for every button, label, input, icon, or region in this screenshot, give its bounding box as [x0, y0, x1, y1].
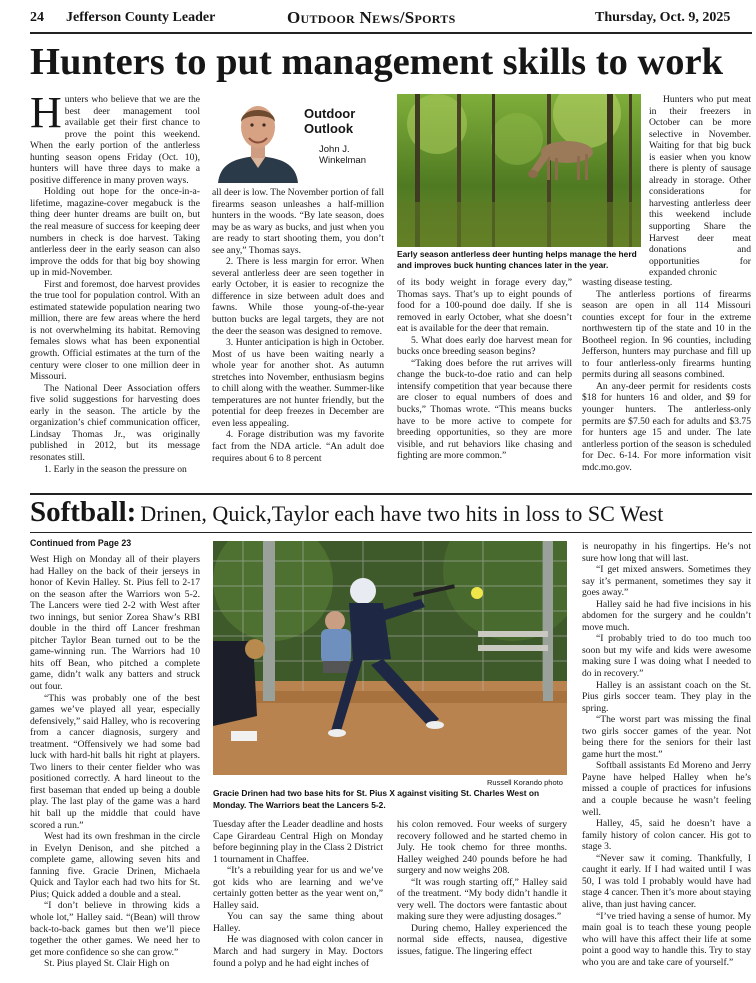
- article1-column-3: [397, 277, 572, 462]
- columnist-byline: [319, 144, 366, 166]
- article2-column-4: [582, 541, 751, 968]
- article1-paragraph: An any-deer permit for residents costs $18 for hunters 16 and older, and $9 for younger hunters. The antlerless-only permits are $7.50 each for adults and $3.75 for hunters age 15 and under. The late antlerless portion of the season is scheduled for Dec. 6-14. For more information visit mdc.mo.gov.: [582, 380, 751, 473]
- issue-date: Thursday, Oct. 9, 2025: [595, 10, 731, 25]
- page-number: 24: [30, 10, 44, 25]
- article1-paragraph: 3. Hunter anticipation is high in October. Most of us have been waiting nearly a whole year for another shot. As autumn stretches into November, enthusiasm begins to chill along with the weather. Summer-like temperatures are not hunter friendly, but the potential for deep freezes in December are even less appealing.: [212, 337, 384, 429]
- headline-kicker: Softball:: [30, 496, 137, 528]
- softball-photo-caption: Gracie Drinen had two base hits for St. Pius X against visiting St. Charles West on Monday. The Warriors beat the Lancers 5-2.: [213, 788, 540, 810]
- softball-ball: [471, 587, 483, 599]
- article2-paragraph: Halley, 45, said he doesn’t have a family history of colon cancer. His got to stage 3.: [582, 818, 751, 853]
- continued-line: Continued from Page 23: [30, 538, 132, 548]
- article1-paragraph: First and foremost, doe harvest provides the true tool for population control. With an estimated statewide population nearing two million, there are few areas where the herd is not overwhelming its habitat. Removing females slows what has been exponential growth. Official estimates at the turn of the century were closer to one million deer in Missouri.: [30, 278, 200, 383]
- article1-paragraph: Hunters who put meat in their freezers in October can be more selective in November. Waiting for that big buck is easier when you know there is plenty of sausage already in storage. Other considerations for harvesting antlerless deer this weekend include supporting Share the Harvest deer meat donations and opportunities for expanded chronic: [649, 94, 751, 279]
- photo-credit: Russell Korando photo: [487, 778, 563, 787]
- article2-paragraph: Softball assistants Ed Moreno and Jerry Payne have helped Halley when he’s missed a couple of practices for infusions and a couple because he wasn’t feeling well.: [582, 760, 751, 818]
- article2-paragraph: “I don’t believe in throwing kids a whole lot,” Halley said. “(Bean) will throw back-to-back games but then we’ll piece together the other games. We need her to get more confidence so she can grow.”: [30, 900, 200, 958]
- article2-paragraph: During chemo, Halley experienced the normal side effects, nausea, digestive issues, fatigue. The lingering effect: [397, 922, 567, 958]
- article1-paragraph: 5. What does early doe harvest mean for bucks once breeding season begins?: [397, 334, 572, 358]
- article1-paragraph: “Taking does before the rut arrives will change the buck-to-doe ratio and can help intensify competition that year because there are closer to equal numbers of does and bucks,” Thomas wrote. “This means bucks have to be more active to compete for breeding opportunities, so they are more visible, and rut behaviors like chasing and fighting are more common.”: [397, 357, 572, 462]
- columnist-box: [212, 94, 384, 183]
- article2-paragraph: “I’ve tried having a sense of humor. My main goal is to teach these young people who will have this affect their life at some point a good way to handle this. Try to stay who you are and take care of yourself.”: [582, 910, 751, 968]
- article2-paragraph: Halley said he had five incisions in his abdomen for the surgery and he couldn’t move much.: [582, 598, 751, 633]
- article-headline: Hunters to put management skills to work: [30, 41, 724, 83]
- article2-column-1: [30, 554, 200, 970]
- article2-paragraph: “Never saw it coming. Thankfully, I caught it early. If I had waited until I was 50, I was told I probably would have had stage 4 cancer. Then it’s more about staying alive, than just having cancer.: [582, 852, 751, 910]
- article2-paragraph: West High on Monday all of their players had Halley on the back of their jerseys in honor of Kevin Halley. St. Pius fell to 2-17 on the season after the Warriors won 5-2. The Lancers were tied 2-2 with West after two innings, but senior Zorea Shaw’s RBI double in the third off Lancer freshman pitcher Taylor Bean turned out to be the game-winning run. The Warriors had 10 hits off Bean, who pitched a complete game, didn’t walk any batters and struck out four.: [30, 554, 200, 693]
- columnist-headshot: [212, 94, 304, 183]
- article1-paragraph: 4. Forage distribution was my favorite fact from the NDA article. “An adult doe requires about 6 to 8 percent: [212, 429, 384, 464]
- deer-photo: [397, 94, 641, 247]
- article2-paragraph: “It’s a rebuilding year for us and we’ve got kids who are learning and we’ve certainly gotten better as the year went on,” Halley said.: [213, 865, 383, 911]
- article2-paragraph: He was diagnosed with colon cancer in March and had surgery in May. Doctors found a polyp and he had eight inches of: [213, 934, 383, 969]
- article1-paragraph: The National Deer Association offers five solid suggestions for harvesting does early in the season. The article by the organization’s chief communication officer, Lindsay Thomas Jr., was originally published in 2012, but its message resonates still.: [30, 382, 200, 463]
- article2-paragraph: “The worst part was missing the final two girls soccer games of the year. Not being there for the seniors for their last game hurt the most.”: [582, 714, 751, 760]
- article2-paragraph: You can say the same thing about Halley.: [213, 911, 383, 934]
- article1-paragraph: Holding out hope for the once-in-a-lifetime, magazine-cover megabuck is the thing deer hunter dreams are built on, but the real measure of success for keeping deer numbers in check is doe harvest. Taking antlerless deer in the early season can also improve the odds for that big boy showing up in mid-November.: [30, 186, 200, 279]
- article1-paragraph: The antlerless portions of firearms season are open in all 114 Missouri counties except for four in the extreme northwestern tip of the state and 10 in the Bootheel region. In 96 counties, including Jefferson, hunters may purchase and fill up to four antlerless-only firearms hunting permits during all seasons combined.: [582, 288, 751, 381]
- article1-paragraph: 1. Early in the season the pressure on: [44, 463, 187, 475]
- byline-line: Winkelman: [319, 155, 366, 166]
- headline-rule: [30, 532, 752, 533]
- article1-column-2: [212, 187, 384, 464]
- drop-cap: H: [30, 88, 62, 137]
- column-tag: [304, 106, 355, 136]
- article2-paragraph: “It was rough starting off,” Halley said of the treatment. “My body didn’t handle it very well. The doctors were fantastic about making sure they were adjusting dosages.”: [397, 876, 567, 923]
- article2-column-2: [213, 819, 383, 969]
- article1-column-1: [30, 88, 200, 475]
- article1-paragraph: all deer is low. The November portion of fall firearms season unleashes a half-million hunters in the woods. “By late season, does may be as wary as bucks, and just when you are ready to start shooting them, you don’t see any,” Thomas says.: [212, 187, 384, 256]
- newspaper-name: Jefferson County Leader: [66, 10, 216, 25]
- article2-paragraph: “I get mixed answers. Sometimes they say it’s permanent, sometimes they say it goes away.”: [582, 564, 751, 599]
- column-tag-line: Outlook: [304, 121, 354, 136]
- article1-column-4-top: [649, 94, 751, 279]
- deer-photo-caption: Early season antlerless deer hunting helps manage the herd and improves buck hunting chances later in the year.: [397, 249, 637, 270]
- section-title: Outdoor News/Sports: [287, 8, 456, 27]
- article2-paragraph: “This was probably one of the best games we’ve played all year, especially defensively,” said Halley, who is recovering from a cancer diagnosis, surgery and treatment. “Offensively we had some bad luck with hard-hit balls hit right at players. Two liners to their center fielder who was positioned correctly. A hard lineout to the first baseman that ended up being a double play. The last play of the game was a hard hit ball up the middle that could have scored a run.”: [30, 692, 200, 831]
- article2-paragraph: is neuropathy in his fingertips. He’s not sure how long that will last.: [582, 541, 751, 564]
- headline-text: Drinen, Quick,Taylor each have two hits in loss to SC West: [140, 501, 664, 526]
- header-rule: [30, 32, 752, 34]
- softball-photo: [213, 541, 567, 775]
- article1-paragraph: unters who believe that we are the best deer management tool available get their first chance to prove the point this weekend. When the early portion of the antlerless hunting season opens Friday (Oct. 10), hunters will have three days to make a positive difference in many proven ways.: [30, 94, 200, 186]
- article2-paragraph: West had its own freshman in the circle in Evelyn Denison, and she pitched a complete game, allowing seven hits and fanning five. Gracie Drinen, Michaela Quick and Taylor each had two hits for St. Pius; Quick added a double and a steal.: [30, 831, 200, 900]
- article1-column-4-bottom: [582, 277, 751, 473]
- article2-paragraph: “I probably tried to do too much too soon but my wife and kids were awesome making sure I was doing what I needed to do in recovery.”: [582, 633, 751, 680]
- article2-paragraph: his colon removed. Four weeks of surgery recovery followed and he started chemo in July. He took chemo for three months. Halley weighed 240 pounds before he had surgery and now weighs 208.: [397, 819, 567, 877]
- article1-paragraph: wasting disease testing.: [582, 277, 673, 288]
- byline-line: John J.: [319, 144, 350, 155]
- article1-paragraph: 2. There is less margin for error. When several antlerless deer are seen together in early October, it is easier to recognize the difference in size between adult does and fawns. While those young-of-the-year button bucks are legal targets, they are not the deer the season was designed to remove.: [212, 256, 384, 337]
- article1-paragraph: of its body weight in forage every day,” Thomas says. That’s up to eight pounds of food for a 100-pound doe daily. If she is removed in early October, what she doesn’t eat is available for the deer that remain.: [397, 277, 572, 335]
- article2-paragraph: St. Pius played St. Clair High on: [44, 958, 170, 970]
- article2-paragraph: Tuesday after the Leader deadline and hosts Cape Girardeau Central High on Monday before beginning play in the Class 2 District 1 tournament in Chaffee.: [213, 819, 383, 865]
- article2-column-3: [397, 819, 567, 958]
- article2-paragraph: Halley is an assistant coach on the St. Pius girls soccer team. They play in the spring.: [582, 679, 751, 714]
- softball-headline: [30, 495, 663, 534]
- column-tag-line: Outdoor: [304, 106, 356, 121]
